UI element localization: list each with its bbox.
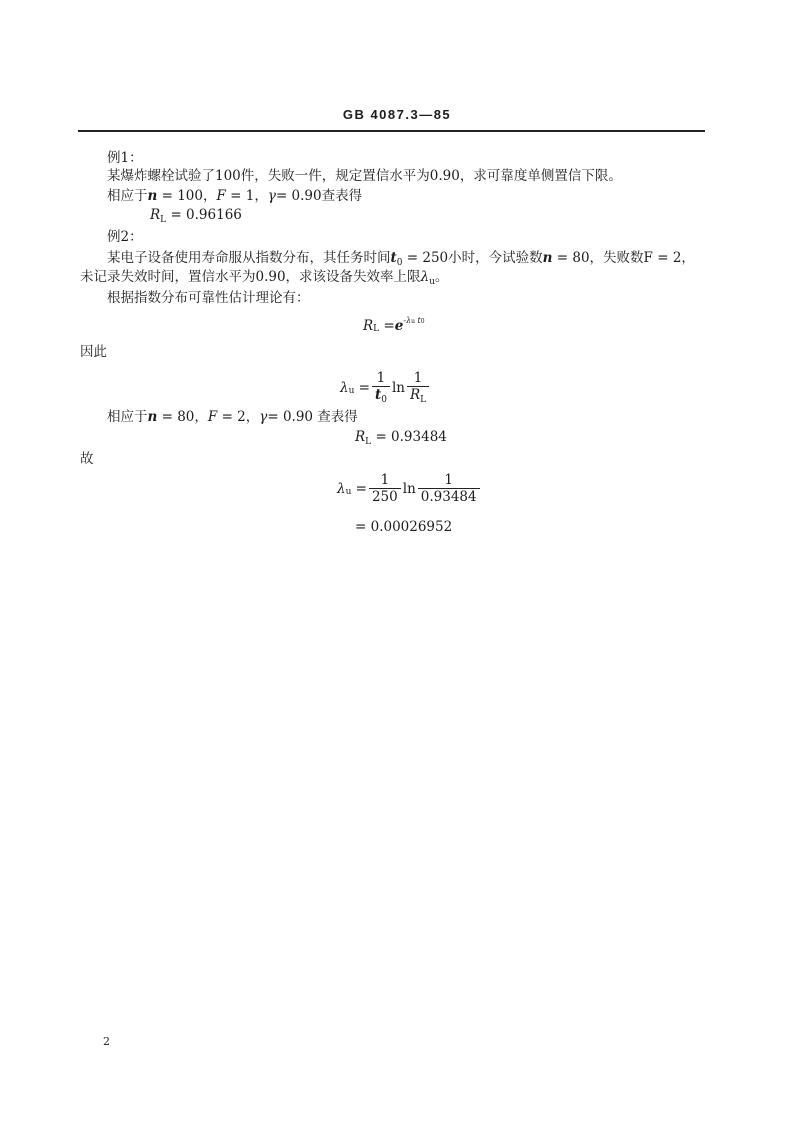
formula-exponent — [403, 316, 424, 325]
fraction-numerator: 1 — [444, 472, 453, 488]
formula-lhs-symbol: R — [363, 318, 374, 334]
f-value: = 2， — [217, 409, 260, 425]
t-subscript: 0 — [381, 395, 387, 405]
problem-text-a: 未记录失效时间，置信水平为0.90，求该设备失效率上限 — [80, 269, 421, 285]
gamma-value: = 0.90查表得 — [275, 188, 363, 204]
example1-label: 例1： — [107, 150, 143, 166]
formula-lhs-subscript: u — [348, 386, 355, 396]
n-value: = 100， — [157, 188, 217, 204]
formula-base-e: e — [394, 318, 404, 334]
fraction-one-over-093484 — [418, 473, 480, 505]
n-symbol: n — [147, 409, 158, 425]
t-symbol: t — [390, 250, 397, 266]
exponent-lambda-sub: u — [411, 317, 416, 325]
formula-lhs-symbol: λ — [340, 380, 349, 396]
fraction-denominator: 250 — [369, 488, 401, 505]
example1-lookup-line — [107, 188, 362, 204]
r-symbol: R — [150, 207, 161, 223]
formula-lhs-subscript: L — [373, 324, 380, 334]
formula-lhs-subscript: u — [345, 487, 352, 497]
example1-problem: 某爆炸螺栓试验了100件，失败一件，规定置信水平为0.90，求可靠度单侧置信下限。 — [107, 168, 622, 184]
fraction-numerator: 1 — [380, 472, 390, 488]
fraction-one-over-250 — [369, 473, 401, 505]
n-symbol: n — [147, 188, 158, 204]
fraction-one-over-t0 — [372, 371, 390, 405]
problem-text-b: 。 — [434, 269, 449, 285]
example2-label: 例2： — [107, 229, 143, 245]
problem-text-c: = 80，失败数F = 2， — [552, 250, 695, 266]
ln-operator: ln — [402, 481, 416, 497]
formula-equals: = — [351, 481, 367, 497]
exponent-t-sub: 0 — [420, 317, 425, 325]
gamma-value: = 0.90 查表得 — [267, 409, 358, 425]
theory-intro: 根据指数分布可靠性估计理论有： — [107, 290, 310, 306]
r-value: = 0.96166 — [166, 207, 242, 223]
formula-lhs-symbol: λ — [337, 481, 346, 497]
lookup-prefix: 相应于 — [107, 409, 148, 425]
formula-equals: = — [354, 380, 370, 396]
r-subscript: L — [420, 395, 427, 405]
page-number: 2 — [103, 1035, 110, 1048]
example2-problem-line2 — [80, 269, 448, 287]
fraction-numerator: 1 — [376, 370, 386, 386]
r-symbol: R — [355, 429, 366, 445]
example2-lookup-line — [107, 409, 358, 425]
problem-text-a: 某电子设备使用寿命服从指数分布，其任务时间 — [107, 250, 391, 266]
t-subscript: 0 — [396, 258, 403, 268]
fraction-numerator: 1 — [413, 370, 423, 386]
example2-problem-line1 — [107, 250, 695, 268]
fraction-denominator — [372, 386, 390, 405]
n-symbol: n — [542, 250, 553, 266]
example2-result — [355, 429, 447, 447]
r-subscript: L — [160, 215, 167, 225]
fraction-denominator: 0.93484 — [418, 488, 480, 505]
r-value: = 0.93484 — [371, 429, 447, 445]
exponent-t: t — [415, 315, 421, 325]
lambda-subscript: u — [429, 277, 435, 287]
n-value: = 80， — [157, 409, 208, 425]
header-rule — [78, 130, 705, 132]
r-subscript: L — [365, 437, 372, 447]
gamma-symbol: γ — [267, 188, 276, 204]
fraction-denominator — [407, 386, 429, 405]
therefore-label: 因此 — [80, 344, 107, 360]
ln-operator: ln — [391, 380, 405, 396]
exponent-lambda: -λ — [403, 315, 412, 325]
reliability-formula — [363, 309, 425, 343]
final-value: = 0.00026952 — [355, 519, 453, 535]
example1-result — [150, 207, 242, 225]
lambda-symbol: λ — [420, 269, 430, 285]
f-symbol: F — [216, 188, 226, 204]
computed-formula — [337, 472, 482, 506]
f-symbol: F — [207, 409, 218, 425]
lookup-prefix: 相应于 — [107, 188, 148, 204]
problem-text-b: = 250小时，今试验数 — [402, 250, 543, 266]
r-symbol: R — [409, 387, 421, 403]
formula-equals: = — [379, 318, 395, 334]
f-value: = 1， — [225, 188, 268, 204]
standard-code-header: GB 4087.3—85 — [342, 107, 452, 122]
t-symbol: t — [374, 387, 382, 403]
failure-rate-formula — [340, 371, 431, 405]
gamma-symbol: γ — [259, 409, 268, 425]
fraction-one-over-rl — [407, 371, 429, 405]
hence-label: 故 — [80, 451, 94, 467]
